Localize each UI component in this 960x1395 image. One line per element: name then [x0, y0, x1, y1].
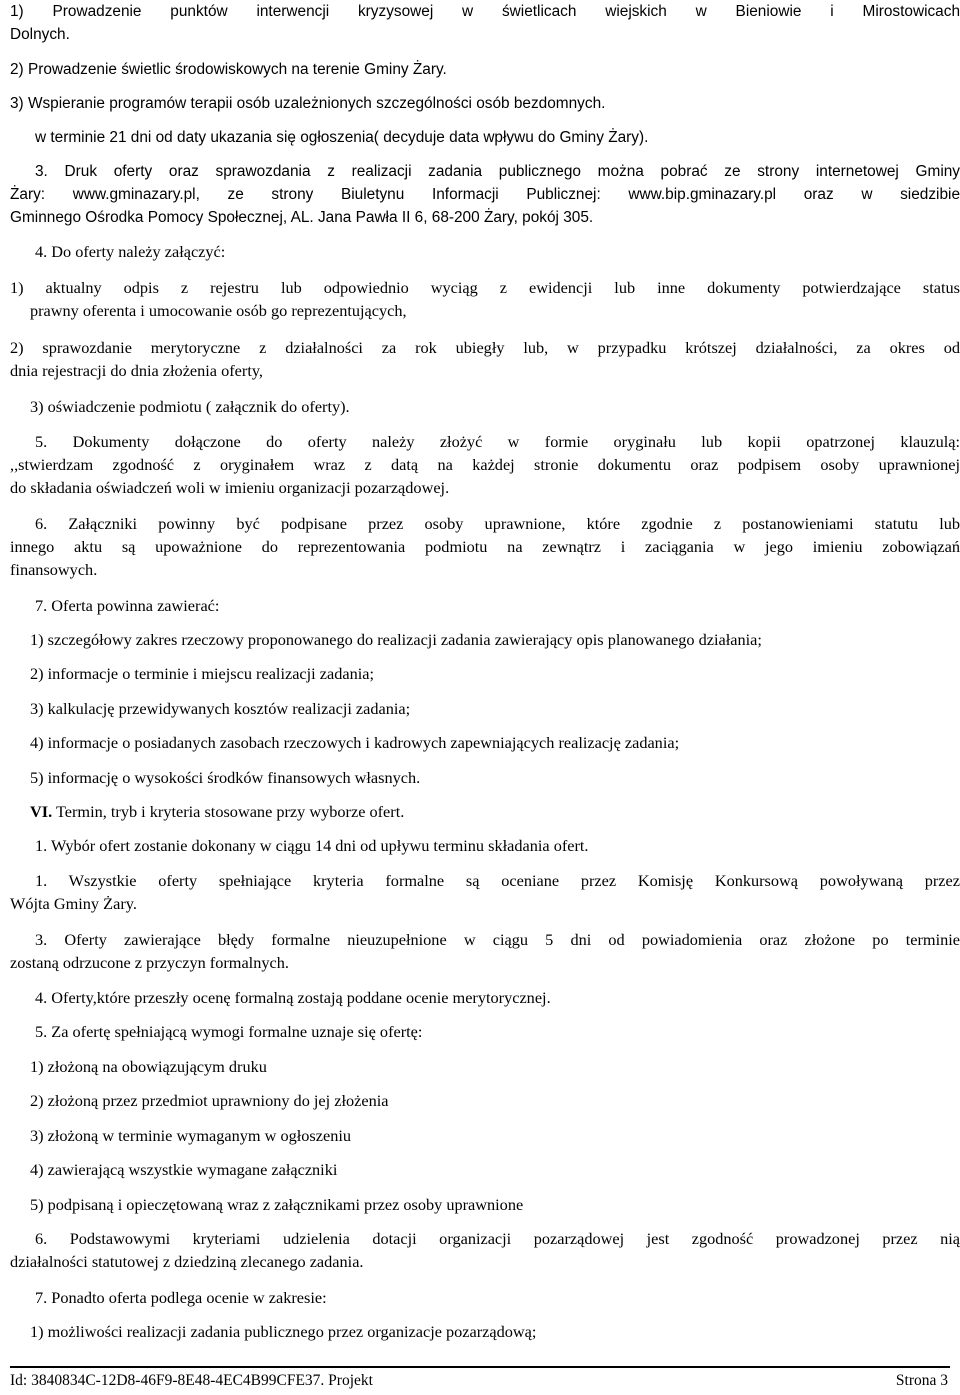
- text-line: w terminie 21 dni od daty ukazania się ogłoszenia( decyduje data wpływu do Gminy Żary).: [35, 129, 649, 146]
- paragraph-line: 1. Wybór ofert zostanie dokonany w ciągu 14 dni od upływu terminu składania ofert.: [35, 836, 589, 855]
- paragraph-line: 5. Dokumenty dołączone do oferty należy złożyć w formie oryginału lub kopii opatrzonej klauzulą:: [35, 432, 960, 451]
- paragraph-line: do składania oświadczeń woli w imieniu organizacji pozarządowej.: [10, 478, 450, 497]
- list-item: 2) złożoną przez przedmiot uprawniony do jej złożenia: [30, 1091, 389, 1110]
- section-heading: 4. Do oferty należy załączyć:: [35, 242, 226, 261]
- paragraph-line: 4. Oferty,które przeszły ocenę formalną zostają poddane ocenie merytorycznej.: [35, 988, 551, 1007]
- chapter-number: VI.: [30, 802, 53, 821]
- paragraph-line: Gminnego Ośrodka Pomocy Społecznej, AL. Jana Pawła II 6, 68-200 Żary, pokój 305.: [10, 209, 594, 226]
- list-item: dnia rejestracji do dnia złożenia oferty,: [10, 361, 263, 380]
- paragraph-line: zostaną odrzucone z przyczyn formalnych.: [10, 953, 289, 972]
- paragraph-line: 3. Oferty zawierające błędy formalne nieuzupełnione w ciągu 5 dni od powiadomienia oraz złożone po terminie: [35, 930, 960, 949]
- paragraph-line: 7. Ponadto oferta podlega ocenie w zakresie:: [35, 1288, 327, 1307]
- document-id: Id: 3840834C-12D8-46F9-8E48-4EC4B99CFE37. Projekt: [10, 1372, 373, 1389]
- text-line: 3) Wspieranie programów terapii osób uzależnionych szczególności osób bezdomnych.: [10, 95, 606, 112]
- paragraph-line: 1. Wszystkie oferty spełniające kryteria formalne są oceniane przez Komisję Konkursową powoływaną przez: [35, 871, 960, 890]
- paragraph-line: ,,stwierdzam zgodność z oryginałem wraz z datą na każdej stronie dokumentu oraz podpisem osoby uprawnionej: [10, 455, 960, 474]
- list-item: 4) zawierającą wszystkie wymagane załączniki: [30, 1160, 338, 1179]
- list-item: prawny oferenta i umocowanie osób go reprezentujących,: [30, 301, 407, 320]
- list-item: 1) złożoną na obowiązującym druku: [30, 1057, 267, 1076]
- page-number: Strona 3: [895, 1372, 948, 1389]
- section-heading: 7. Oferta powinna zawierać:: [35, 596, 220, 615]
- list-item: 1) aktualny odpis z rejestru lub odpowiednio wyciąg z ewidencji lub inne dokumenty potwierdzające status: [10, 278, 960, 297]
- chapter-title: Termin, tryb i kryteria stosowane przy wyborze ofert.: [55, 802, 405, 821]
- text-line: 1) Prowadzenie punktów interwencji kryzysowej w świetlicach wiejskich w Bieniowie i Mirostowicach: [10, 3, 960, 20]
- footer-divider: [10, 1366, 950, 1368]
- paragraph-line: innego aktu są upoważnione do reprezentowania podmiotu na zewnątrz i zaciągania w jego imieniu zobowiązań: [10, 537, 960, 556]
- paragraph-line: Wójta Gminy Żary.: [10, 894, 137, 913]
- list-item: 2) informacje o terminie i miejscu realizacji zadania;: [30, 664, 375, 683]
- paragraph-line: 5. Za ofertę spełniającą wymogi formalne uznaje się ofertę:: [35, 1022, 423, 1041]
- text-line: Dolnych.: [10, 26, 70, 43]
- list-item: 3) oświadczenie podmiotu ( załącznik do oferty).: [30, 397, 350, 416]
- paragraph-line: 6. Załączniki powinny być podpisane przez osoby uprawnione, które zgodnie z postanowieniami statutu lub: [35, 514, 960, 533]
- chapter-heading: [10, 800, 960, 823]
- list-item: 3) złożoną w terminie wymaganym w ogłoszeniu: [30, 1126, 352, 1145]
- list-item: 1) szczegółowy zakres rzeczowy proponowanego do realizacji zadania zawierający opis planowanego działania;: [30, 630, 762, 649]
- paragraph-line: 6. Podstawowymi kryteriami udzielenia dotacji organizacji pozarządowej jest zgodność prowadzonej przez nią: [35, 1229, 960, 1248]
- paragraph-line: 3. Druk oferty oraz sprawozdania z realizacji zadania publicznego można pobrać ze strony internetowej Gminy: [35, 163, 960, 180]
- list-item: 1) możliwości realizacji zadania publicznego przez organizacje pozarządową;: [30, 1322, 537, 1341]
- list-item: 3) kalkulację przewidywanych kosztów realizacji zadania;: [30, 699, 411, 718]
- paragraph-line: Żary: www.gminazary.pl, ze strony Biuletynu Informacji Publicznej: www.bip.gminazary.pl oraz w siedzibie: [10, 186, 960, 203]
- list-item: 5) informację o wysokości środków finansowych własnych.: [30, 768, 421, 787]
- list-item: 4) informacje o posiadanych zasobach rzeczowych i kadrowych zapewniających realizację zadania;: [30, 733, 680, 752]
- list-item: 5) podpisaną i opieczętowaną wraz z załącznikami przez osoby uprawnione: [30, 1195, 524, 1214]
- paragraph-line: finansowych.: [10, 560, 98, 579]
- paragraph-line: działalności statutowej z dziedziną zlecanego zadania.: [10, 1252, 364, 1271]
- list-item: 2) sprawozdanie merytoryczne z działalności za rok ubiegły lub, w przypadku krótszej działalności, za okres od: [10, 338, 960, 357]
- text-line: 2) Prowadzenie świetlic środowiskowych na terenie Gminy Żary.: [10, 61, 447, 78]
